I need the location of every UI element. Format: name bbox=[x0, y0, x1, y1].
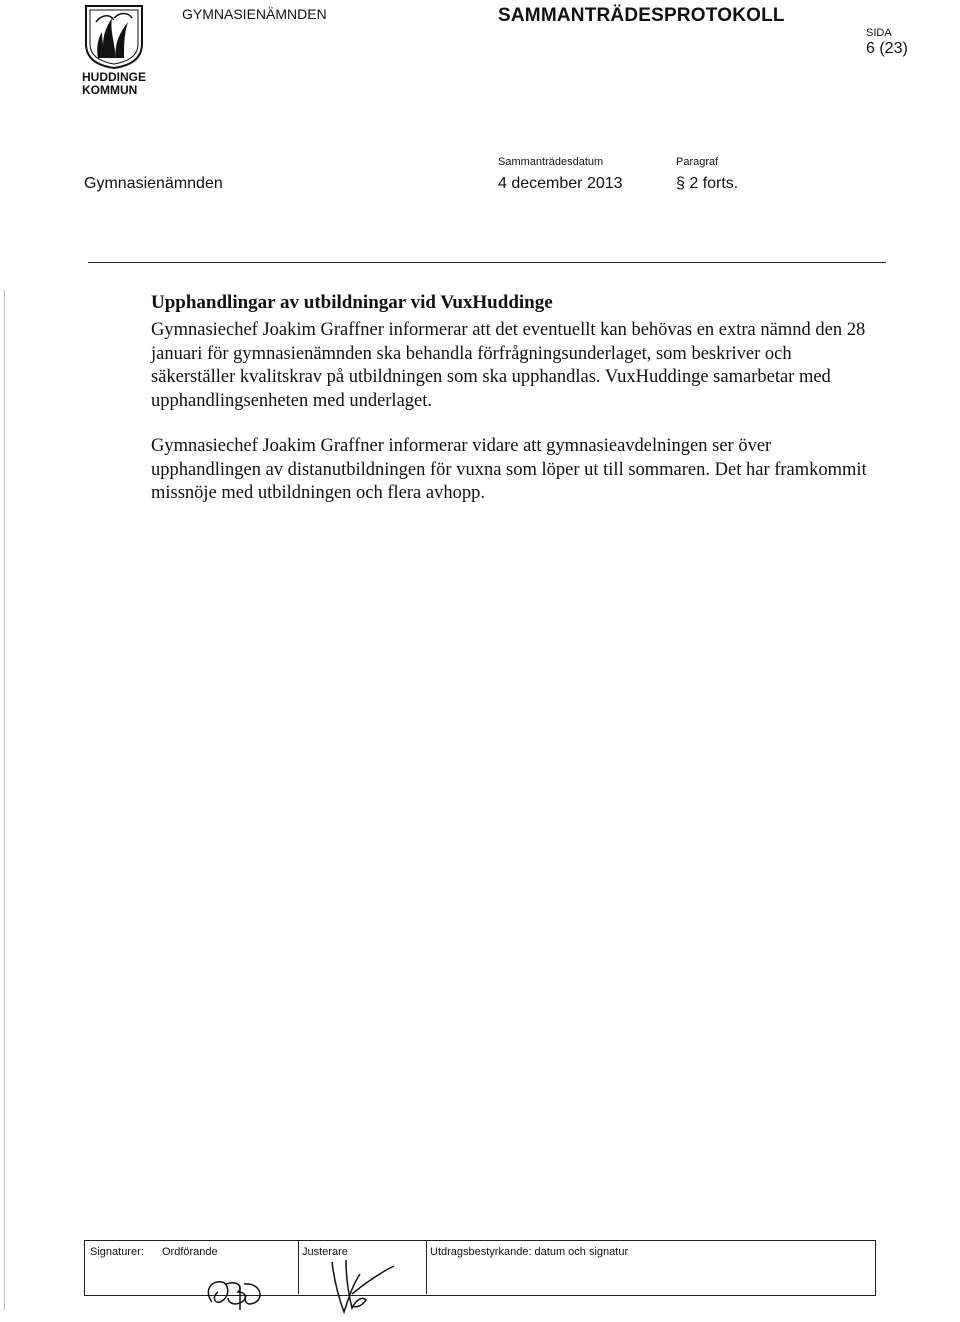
committee-name: Gymnasienämnden bbox=[84, 175, 223, 192]
meeting-date: 4 december 2013 bbox=[498, 175, 623, 192]
municipality-coat-of-arms-logo bbox=[84, 4, 144, 70]
body-paragraph-1: Gymnasiechef Joakim Graffner informerar att det eventuellt kan behövas en extra nämnd den 28 januari för gymnasienämnden ska behandla förfrågningsunderlaget, som beskriver och säkerställer kvalitskrav på utbildningen som ska upphandlas. VuxHuddinge samarbetar med upphandlingsenheten med underlaget. bbox=[151, 320, 866, 411]
committee-header: GYMNASIENÄMNDEN bbox=[182, 6, 327, 22]
paragraph-label: Paragraf bbox=[676, 156, 719, 168]
body-paragraph-2: Gymnasiechef Joakim Graffner informerar vidare att gymnasieavdelningen ser över upphandlingen av distanutbildningen för vuxna som löper ut till sommaren. Det har framkommit missnöje med utbildningen och flera avhopp. bbox=[151, 436, 867, 503]
signature-divider bbox=[426, 1240, 427, 1294]
checker-signature bbox=[322, 1256, 402, 1322]
chair-signature bbox=[200, 1262, 280, 1322]
left-margin-line bbox=[4, 290, 5, 1310]
chair-label: Ordförande bbox=[162, 1246, 218, 1258]
signature-divider bbox=[298, 1240, 299, 1294]
header-divider bbox=[88, 262, 886, 263]
municipality-line1: HUDDINGE bbox=[82, 70, 147, 84]
page-label: SIDA bbox=[866, 27, 892, 39]
section-heading: Upphandlingar av utbildningar vid VuxHuddinge bbox=[151, 292, 553, 313]
meeting-date-label: Sammanträdesdatum bbox=[498, 156, 604, 168]
signatures-label: Signaturer: bbox=[90, 1246, 144, 1258]
document-type: SAMMANTRÄDESPROTOKOLL bbox=[498, 5, 785, 26]
municipality-line2: KOMMUN bbox=[82, 83, 138, 97]
page-number: 6 (23) bbox=[866, 40, 908, 57]
paragraph-number: § 2 forts. bbox=[676, 175, 739, 192]
checker-label: Justerare bbox=[302, 1246, 348, 1258]
coat-of-arms-icon bbox=[84, 4, 144, 70]
extract-certification-label: Utdragsbestyrkande: datum och signatur bbox=[430, 1246, 629, 1258]
municipality-name bbox=[82, 71, 146, 97]
